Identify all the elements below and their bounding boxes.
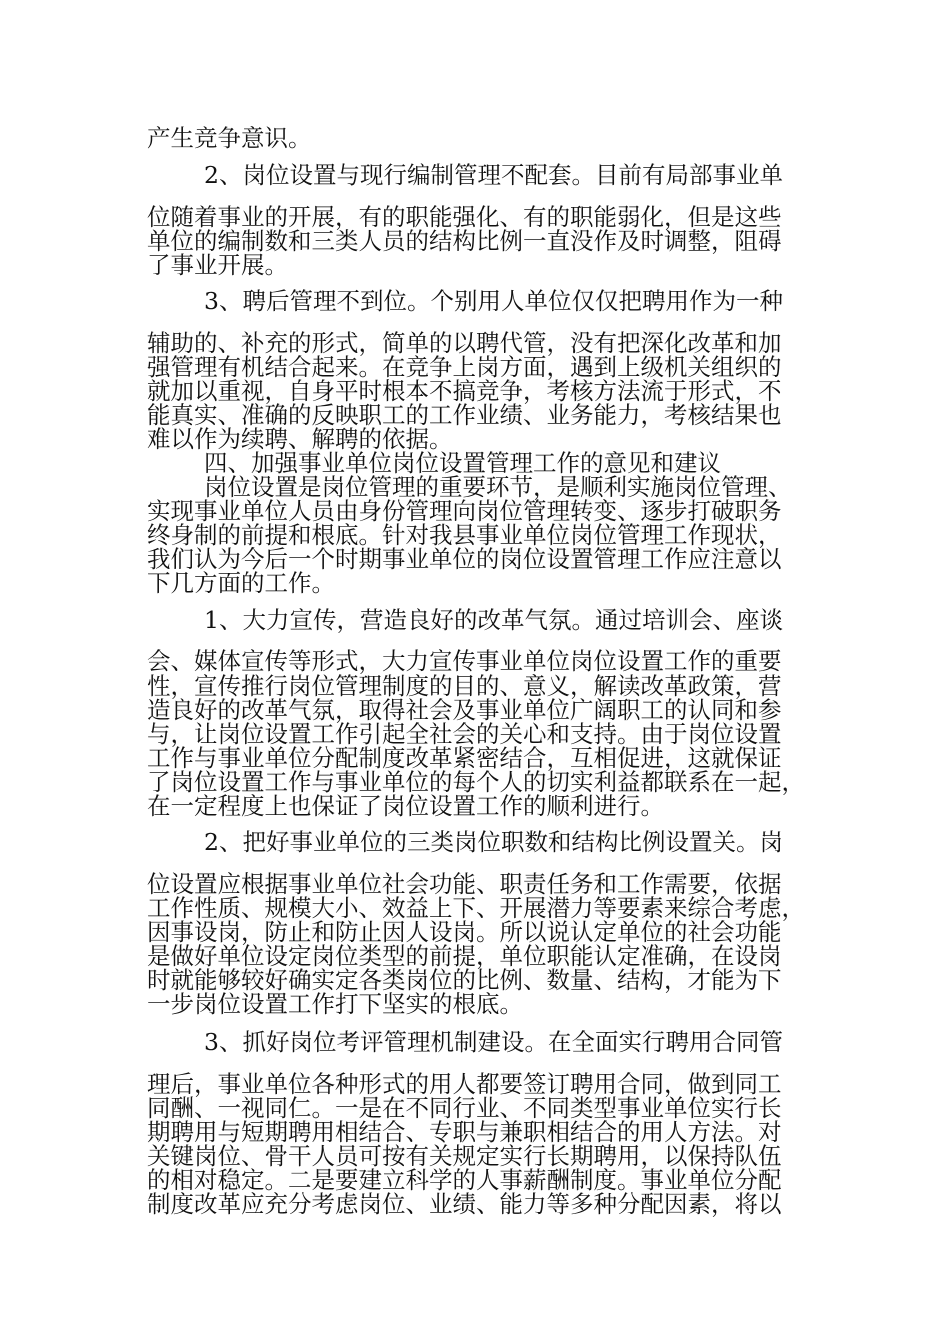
text-line: 我们认为今后一个时期事业单位的岗位设置管理工作应注意以 [147, 545, 782, 573]
text-line: 一步岗位设置工作打下坚实的根底。 [147, 990, 523, 1018]
text-line: 辅助的、补充的形式，简单的以聘代管，没有把深化改革和加 [147, 329, 782, 357]
paragraph-first-line: 1、大力宣传，营造良好的改革气氛。通过培训会、座谈 [204, 606, 783, 634]
text-line: 单位的编制数和三类人员的结构比例一直没作及时调整，阻碍 [147, 227, 782, 255]
text-line: 能真实、准确的反映职工的工作业绩、业务能力，考核结果也 [147, 401, 782, 429]
text-line: 位随着事业的开展，有的职能强化、有的职能弱化，但是这些 [147, 203, 782, 231]
paragraph-first-line: 2、把好事业单位的三类岗位职数和结构比例设置关。岗 [204, 828, 783, 856]
text-line: 工作性质、规模大小、效益上下、开展潜力等要素来综合考虑， [147, 894, 805, 922]
text-line: 是做好单位设定岗位类型的前提，单位职能认定准确，在设岗 [147, 942, 782, 970]
text-line: 终身制的前提和根底。针对我县事业单位岗位管理工作现状， [147, 521, 782, 549]
text-line: 理后，事业单位各种形式的用人都要签订聘用合同，做到同工 [147, 1070, 782, 1098]
text-line: 了岗位设置工作与事业单位的每个人的切实利益都联系在一起， [147, 768, 805, 796]
text-line: 强管理有机结合起来。在竞争上岗方面，遇到上级机关组织的 [147, 353, 782, 381]
text-line: 与，让岗位设置工作引起全社会的关心和支持。由于岗位设置 [147, 720, 782, 748]
text-line: 关键岗位、骨干人员可按有关规定实行长期聘用，以保持队伍 [147, 1142, 782, 1170]
paragraph-first-line: 3、聘后管理不到位。个别用人单位仅仅把聘用作为一种 [204, 287, 783, 315]
text-line: 会、媒体宣传等形式，大力宣传事业单位岗位设置工作的重要 [147, 647, 782, 675]
text-line: 难以作为续聘、解聘的依据。 [147, 425, 453, 453]
text-line: 产生竞争意识。 [147, 124, 312, 152]
text-line: 工作与事业单位分配制度改革紧密结合，互相促进，这就保证 [147, 744, 782, 772]
text-line: 性，宣传推行岗位管理制度的目的、意义，解读改革政策，营 [147, 672, 782, 700]
text-line: 实现事业单位人员由身份管理向岗位管理转变、逐步打破职务 [147, 497, 782, 525]
text-line: 造良好的改革气氛，取得社会及事业单位广阔职工的认同和参 [147, 696, 782, 724]
text-line: 就加以重视，自身平时根本不搞竞争，考核方法流于形式，不 [147, 377, 782, 405]
text-line: 期聘用与短期聘用相结合、专职与兼职相结合的用人方法。对 [147, 1118, 782, 1146]
paragraph-first-line: 2、岗位设置与现行编制管理不配套。目前有局部事业单 [204, 161, 783, 189]
text-line: 了事业开展。 [147, 251, 288, 279]
text-line: 时就能够较好确实定各类岗位的比例、数量、结构，才能为下 [147, 966, 782, 994]
text-line: 位设置应根据事业单位社会功能、职责任务和工作需要，依据 [147, 870, 782, 898]
text-line: 的相对稳定。二是要建立科学的人事薪酬制度。事业单位分配 [147, 1166, 782, 1194]
text-line: 因事设岗，防止和防止因人设岗。所以说认定单位的社会功能 [147, 918, 782, 946]
paragraph-first-line: 3、抓好岗位考评管理机制建设。在全面实行聘用合同管 [204, 1028, 783, 1056]
section-heading: 四、加强事业单位岗位设置管理工作的意见和建议 [204, 449, 721, 477]
text-line: 同酬、一视同仁。一是在不同行业、不同类型事业单位实行长 [147, 1094, 782, 1122]
text-line: 下几方面的工作。 [147, 569, 335, 597]
text-line: 制度改革应充分考虑岗位、业绩、能力等多种分配因素，将以 [147, 1190, 782, 1218]
paragraph-first-line: 岗位设置是岗位管理的重要环节，是顺利实施岗位管理、 [204, 473, 792, 501]
text-line: 在一定程度上也保证了岗位设置工作的顺利进行。 [147, 792, 664, 820]
